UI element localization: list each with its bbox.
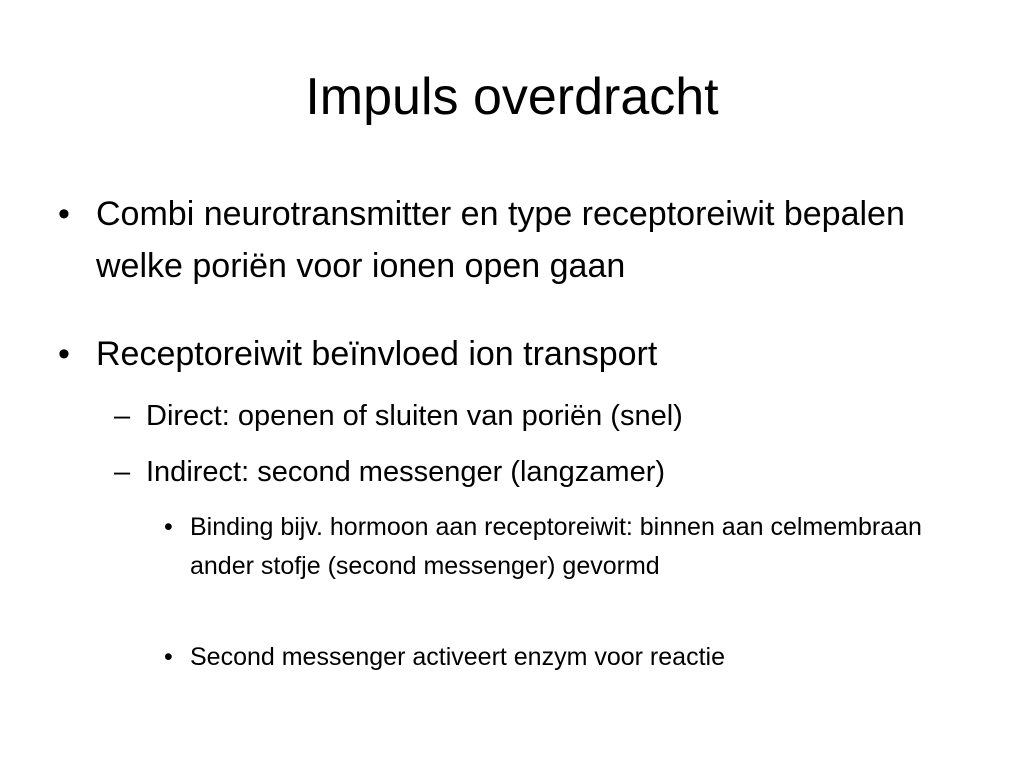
bullet-text: Combi neurotransmitter en type receptoreiwit bepalen welke poriën voor ionen open gaan bbox=[96, 195, 905, 285]
slide-title: Impuls overdracht bbox=[305, 68, 719, 126]
sub-bullet-text: Direct: openen of sluiten van poriën (snel) bbox=[146, 400, 683, 432]
sub-sub-bullet-item bbox=[0, 508, 950, 586]
bullet-marker: • bbox=[164, 643, 173, 671]
bullet-marker: • bbox=[164, 513, 173, 541]
bullet-marker: • bbox=[58, 195, 70, 233]
bullet-text: Receptoreiwit beïnvloed ion transport bbox=[96, 335, 658, 373]
sub-bullet-text: Indirect: second messenger (langzamer) bbox=[146, 456, 666, 488]
sub-bullet-item bbox=[0, 394, 986, 438]
dash-marker: – bbox=[114, 456, 131, 488]
sub-sub-bullet-item bbox=[0, 638, 950, 677]
dash-marker: – bbox=[114, 400, 131, 432]
bullet-marker: • bbox=[58, 335, 70, 373]
sub-bullet-item bbox=[0, 450, 986, 494]
bullet-item bbox=[0, 188, 976, 292]
sub-sub-bullet-text: Binding bijv. hormoon aan receptoreiwit: binnen aan celmembraan ander stofje (second messenger) gevormd bbox=[190, 513, 922, 580]
bullet-item bbox=[0, 328, 976, 380]
sub-sub-bullet-text: Second messenger activeert enzym voor reactie bbox=[190, 643, 725, 671]
